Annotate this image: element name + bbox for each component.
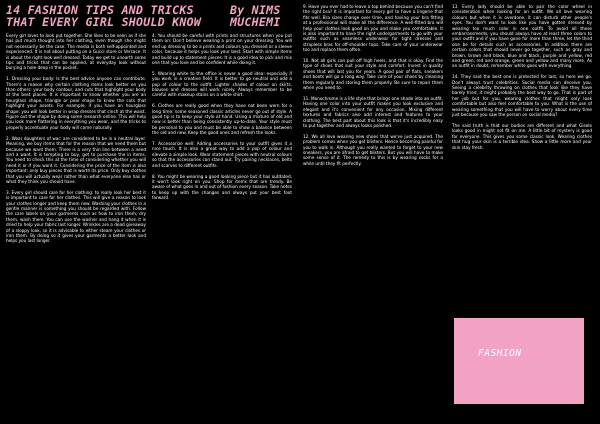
paragraph: 13. Every lady should be able to pair the color wheel in consideration when looking for an outfit. We all love wearing colours but when it is overdone, it can disturb other people's eyes. You don't want to look like you have gotten dressed by wearing too much color in one outfit. To avoid all these embarrassments, you should always have at least three colors to your outfit and if you have gone for more than three, let the third one be for details such as accessories. In addition there are certain colors that should never go together, such as gray and brown, brown and black, blue and black, purple and yellow, red and green, red and orange, green and yellow and many more. As an outfit in doubt, remember white goes with everything. [452, 4, 592, 69]
author-byline: By NIMS MUCHEMI [230, 3, 281, 29]
paragraph: 4. You should be careful with prints and structures when you put them on: Don't believe wearing a print on your dressing. You will end up dressing to be a prints and colours you dressed or a sleeve color, because it helps you look your best. Start with simple items and build up to statement pieces. It is a good idea to pick and mix one that you love and be confident while doing it. [152, 33, 292, 66]
paragraph: 9. Have you ever had to leave a top behind because you can't find the right bra? It is important for every girl to have a lingerie that fits well. Bra sizes change over time, and having your bra fitting at a professional will make all the difference. A well-fitted bra will help your clothes look good on you and make you comfortable. It is also important to have the right undergarments to go with your outfits such as seamless underwear for tight dresses and strapless bras for off-shoulder tops. Take care of your underwear too and replace them often. [303, 4, 443, 53]
paragraph: 11. Monochrome is a life style that brings one shade into an outfit. Having one color into your outfit makes you look exclusive and elegant and it's convenient for any occasion. Mixing different textures and fabrics also add interest and features to your clothing. The best part about this look is that it's incredibly easy to put together and always looks polished. [303, 95, 443, 128]
article-title: 14 FASHION TIPS AND TRICKS THAT EVERY GIRL SHOULD KNOW [6, 3, 202, 29]
text-column-1 [6, 33, 146, 249]
paragraph: 3. Every girl should care for her clothing: to really look her best it is important to care for her clothes. This will give a reason to look your clothes longer and keep them new. Washing your clothes in a gentle manner is something you should be regarded with. Follow the care labels on your garments such as how to iron them, dry them, wash them. You can use the washer and hang it when it is dried to help your fabric last longer. Wrinkles are a dead giveaway of a sloppy look, so it is advisable to either steam your clothes or iron them. By doing so it gives your garments a better look and helps you last longer. [6, 189, 146, 244]
paragraph: 10. Not all girls can pull off high heels, and that is okay. Find the type of shoes that suit your style and comfort. Invest in quality shoes that will last you for years. A good pair of flats, sneakers and boots will go a long way. Take care of your shoes by cleaning them regularly and storing them properly. Be sure to repair them when you need to. [303, 58, 443, 91]
text-column-2 [152, 33, 292, 206]
fashion-badge [454, 318, 584, 404]
paragraph: 8. You might be wearing a good looking piece but it has outdated, it won't look right on you. Shop for items that are trendy. Be aware of what goes in and out of fashion every season. Take notes to keep up with the changes and always put your best foot forward. [152, 173, 292, 201]
paragraph: 12. We all love wearing new shoes that we've just acquired. The problem comes when you get blisters. Hence becoming painful for you to walk in. Although you really wanted to forget to your new sneakers, you are afraid to get blisters. But you will have to make some sense of it. The remedy to this is by wearing socks for a while until they fit perfectly. [303, 133, 443, 166]
paragraph: Every girl loves to look put together. She likes to be seen as if she has put much thought into her clothing, even though she might not necessarily be the case. The media is both self-appointed and experienced. It is not about putting on a Gucci store or Versace. It is about the right look well dressed. Today we get to unearth some tips and tricks that can be applied, at everyday look without burying a hole deep in the pocket. [6, 33, 147, 71]
paragraph: 2. Wear daughters of war: are considered to be in a neutral layer. Meaning, we buy items that for the reason that we need them but because we want them. There is a very thin line between a need and a want. It is tempting to buy, get to purchase the in items. You need to check this at the time of considering whether you will need it or if you want it. Considering the price of the item is also important: only buy pieces that is worth its price. Only buy clothes that you will actually wear rather than what everyone else has or what they think you should have. [6, 135, 146, 184]
text-column-4 [452, 4, 592, 155]
paragraph: 6. Clothes are really good when they have not been worn for a long time: some seasoned classic articles never go out of style. A good tip is to keep your style at hand. Using a mixture of old and new is better than being consistently up-to-date. Your style must be personal to you and must be able to show a balance between the old and new. Keep the good ones and refresh the looks. [152, 103, 292, 136]
paragraph: 7. Accessorize well: Adding accessories to your outfit gives it a nice touch. It is also a great way to add a pop of colour and elevate a simple look. Wear statement pieces with neutral colours so that the accessories can stand out. Try pairing necklaces, belts and scarves to different outfits. [152, 141, 292, 168]
text-column-3 [303, 4, 443, 172]
paragraph: 14. They said the best one is protected for last, so here we go. Don't always trust celebrities. Social media can deceive you. Seeing a celebrity throwing on clothes that look like they have barely tried, it might probably the best way to go. That is part of her job but for you, wearing clothes that might only look comfortable but also feel comfortable to you. What is the use of wearing something that you will have to worry about every time just because you saw the person on social media? [452, 74, 592, 118]
paragraph: 1. Dressing your body: Is the best advice anyone can contribute. There's a reason why certain clothing items look better on you than others: your body contour, and cuts that highlight your body at the best places. It is important to know whether you are an hourglass shape, triangle or pear shape to know the cuts that highlight your assets. For example, if you have an hourglass shape, you will look better in wrap dresses that cinch at the waist. Figure out the shape by doing some research online. This will help you look more flattering in everything you wear, and the tricks to properly accentuate your body will come naturally. [6, 76, 146, 130]
fashion-badge-label: FASHION [478, 348, 522, 359]
paragraph: The said truth is that our bodies are different and what Gisele looks good in might not fit on me. A little bit of mystery is good for everyone. This gives you some classic look. Wearing clothes that hug your skin is a terrible idea. Show a little more and your skin stay fresh. [452, 122, 592, 150]
paragraph: 5. Wearing white to the office is never a good idea: especially if you work in a creative field. It is better to go neutral and add a pop of colour to the outfit. Lighter shades of colour on skirts, blouses and dresses will work nicely. Always remember to be careful with makeup stains on a white shirt. [152, 70, 292, 98]
